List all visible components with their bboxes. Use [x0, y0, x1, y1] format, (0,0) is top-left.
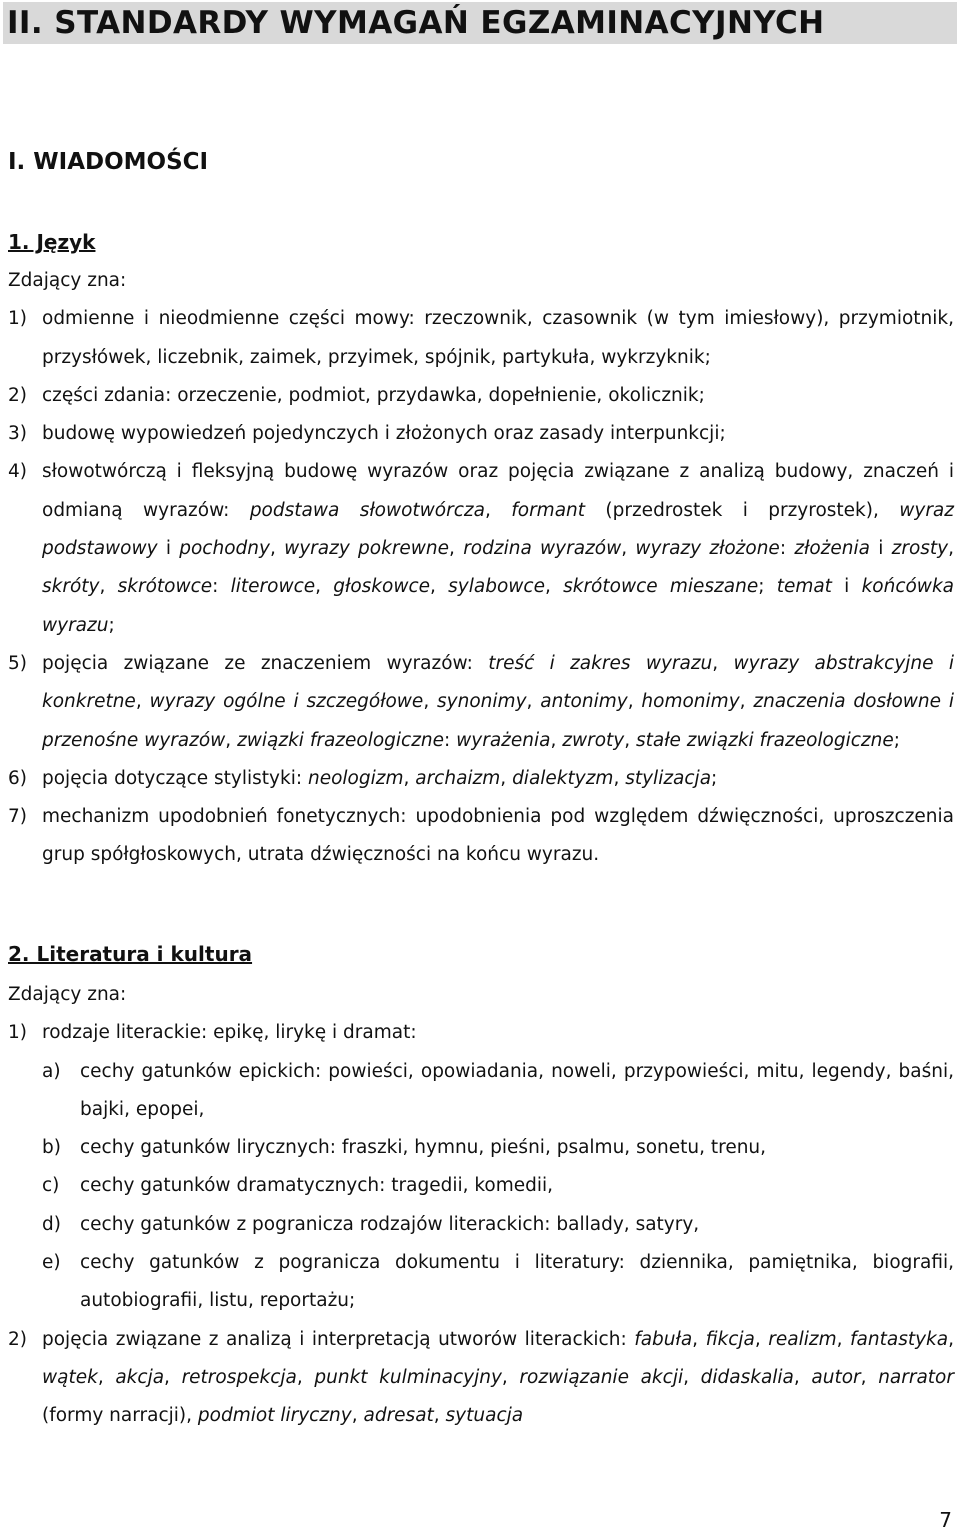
list-item-text: słowotwórczą i fleksyjną budowę wyrazów oraz pojęcia związane z analizą budowy, znaczeń i odmianą wyrazów: podstawa słowotwórcza, formant (przedrostek i przyrostek), wyraz podstawowy i pochodny, wyrazy pokrewne, rodzina wyrazów, wyrazy złożone: złożenia i zrosty, skróty, skrótowce: literowce, głoskowce, sylabowce, skrótowce mieszane; temat i końcówka wyrazu;	[42, 461, 954, 636]
section-title-literatura-text: 2. Literatura i kultura	[8, 942, 253, 966]
page-number: 7	[939, 1508, 952, 1532]
sublist-item-text: cechy gatunków epickich: powieści, opowiadania, noweli, przypowieści, mitu, legendy, baśni, bajki, epopei,	[80, 1060, 954, 1120]
list-item-number: 6)	[8, 767, 27, 789]
sublist-item	[42, 1167, 954, 1205]
sublist-item-text: cechy gatunków dramatycznych: tragedii, komedii,	[80, 1175, 554, 1197]
genre-sublist	[8, 1053, 954, 1321]
section-title-jezyk-text: 1. Język	[8, 230, 96, 254]
list-item-number: 3)	[8, 423, 27, 445]
list-item	[8, 760, 954, 798]
list-item-number: 2)	[8, 384, 27, 406]
list-item-text: mechanizm upodobnień fonetycznych: upodobnienia pod względem dźwięczności, uproszczenia grup spółgłoskowych, utrata dźwięczności na końcu wyrazu.	[42, 806, 954, 866]
sublist-item-letter: c)	[42, 1175, 60, 1197]
list-item-text: pojęcia związane z analizą i interpretacją utworów literackich: fabuła, fikcja, realizm, fantastyka, wątek, akcja, retrospekcja, punkt kulminacyjny, rozwiązanie akcji, didaskalia, autor, narrator (formy narracji), podmiot liryczny, adresat, sytuacja	[42, 1328, 954, 1427]
sublist-item-letter: a)	[42, 1060, 61, 1082]
sublist-item-text: cechy gatunków lirycznych: fraszki, hymnu, pieśni, psalmu, sonetu, trenu,	[80, 1137, 767, 1159]
sublist-item-text: cechy gatunków z pogranicza dokumentu i literatury: dziennika, pamiętnika, biografii, autobiografii, listu, reportażu;	[80, 1252, 954, 1312]
section-literatura-body	[8, 976, 954, 1436]
list-item-number: 1)	[8, 308, 27, 330]
list-item	[8, 1014, 954, 1052]
list-item-number: 5)	[8, 652, 27, 674]
sublist-item	[42, 1129, 954, 1167]
list-item-number: 2)	[8, 1328, 27, 1350]
list-item-number: 4)	[8, 461, 27, 483]
list-item-text: odmienne i nieodmienne części mowy: rzeczownik, czasownik (w tym imiesłowy), przymiotnik, przysłówek, liczebnik, zaimek, przyimek, spójnik, partykuła, wykrzyknik;	[42, 308, 954, 368]
list-item-text: pojęcia związane ze znaczeniem wyrazów: treść i zakres wyrazu, wyrazy abstrakcyjne i konkretne, wyrazy ogólne i szczegółowe, synonimy, antonimy, homonimy, znaczenia dosłowne i przenośne wyrazów, związki frazeologiczne: wyrażenia, zwroty, stałe związki frazeologiczne;	[42, 652, 955, 751]
list-item-number: 1)	[8, 1022, 27, 1044]
list-item	[8, 415, 954, 453]
section-jezyk-body	[8, 262, 954, 875]
list-item-text: budowę wypowiedzeń pojedynczych i złożonych oraz zasady interpunkcji;	[42, 423, 726, 445]
list-item	[8, 1321, 954, 1436]
section-jezyk-list	[8, 300, 954, 874]
list-item	[8, 300, 954, 377]
sublist-item	[42, 1244, 954, 1321]
section-jezyk-intro: Zdający zna:	[8, 270, 127, 291]
list-item-text: części zdania: orzeczenie, podmiot, przydawka, dopełnienie, okolicznik;	[42, 384, 705, 406]
section-title-jezyk	[8, 228, 95, 256]
sublist-item-letter: d)	[42, 1213, 61, 1235]
sublist-item	[42, 1206, 954, 1244]
sublist-item-text: cechy gatunków z pogranicza rodzajów literackich: ballady, satyry,	[80, 1213, 700, 1235]
chapter-banner: II. STANDARDY WYMAGAŃ EGZAMINACYJNYCH	[3, 2, 957, 44]
list-item	[8, 453, 954, 644]
sublist-item	[42, 1053, 954, 1130]
list-item	[8, 645, 954, 760]
list-item-text: rodzaje literackie: epikę, lirykę i dramat:	[42, 1022, 417, 1044]
list-item	[8, 798, 954, 875]
list-item	[8, 377, 954, 415]
sublist-item-letter: e)	[42, 1252, 61, 1274]
list-item-number: 7)	[8, 806, 27, 828]
section-literatura-intro: Zdający zna:	[8, 984, 127, 1005]
heading-wiadomosci: I. WIADOMOŚCI	[8, 149, 209, 175]
list-item-text: pojęcia dotyczące stylistyki: neologizm, archaizm, dialektyzm, stylizacja;	[42, 767, 718, 789]
sublist-item-letter: b)	[42, 1137, 61, 1159]
section-title-literatura	[8, 940, 252, 968]
